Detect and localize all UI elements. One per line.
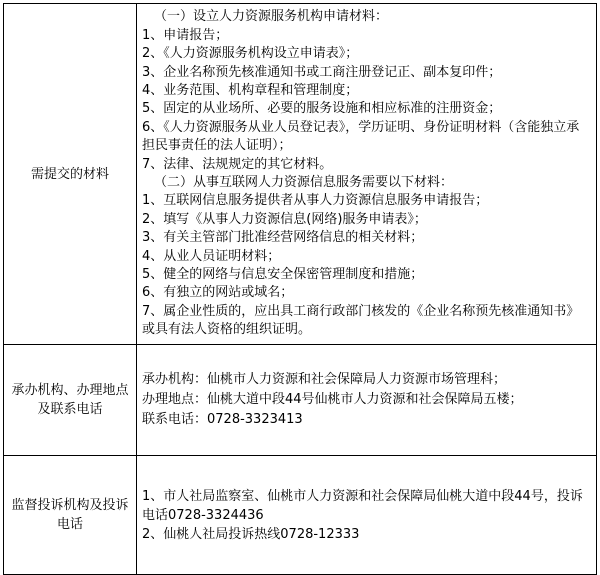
required-materials-content [137, 4, 597, 345]
service-info-table [3, 3, 597, 575]
table-row-required-materials [4, 4, 597, 345]
table-row-agency-contact [4, 345, 597, 456]
list-item: 4、业务范围、机构章程和管理制度； [142, 82, 359, 98]
list-item: 1、申请报告； [142, 27, 229, 43]
list-item: 6、《人力资源服务从业人员登记表》，学历证明、身份证明材料（含能独立承担民事责任的法人证明）； [142, 119, 580, 154]
section-title-establish-agency: （一）设立人力资源服务机构申请材料： [154, 9, 389, 25]
complaint-item: 2、仙桃人社局投诉热线0728-12333 [142, 526, 360, 542]
list-item: 7、属企业性质的，应出具工商行政部门核发的《企业名称预先核准通知书》或具有法人资格的组织证明。 [142, 303, 580, 338]
contact-phone: 联系电话：0728-3323413 [142, 412, 303, 427]
section-title-internet-service: （二）从事互联网人力资源信息服务需要以下材料： [154, 175, 454, 190]
complaint-content [137, 456, 597, 575]
row-label-required-materials: 需提交的材料 [4, 4, 137, 345]
list-item: 3、企业名称预先核准通知书或工商注册登记正、副本复印件； [142, 64, 502, 80]
list-item: 3、有关主管部门批准经营网络信息的相关材料； [142, 230, 424, 246]
list-item: 2、填写《从事人力资源信息(网络)服务申请表》； [142, 211, 427, 227]
list-item: 1、互联网信息服务提供者从事人力资源信息服务申请报告； [142, 193, 489, 209]
table-row-complaint [4, 456, 597, 575]
list-item: 4、从业人员证明材料； [142, 248, 281, 264]
list-item: 2、《人力资源服务机构设立申请表》； [142, 46, 359, 62]
row-label-agency-contact: 承办机构、办理地点及联系电话 [4, 345, 137, 456]
office-address: 办理地点：仙桃大道中段44号仙桃市人力资源和社会保障局五楼； [142, 392, 523, 407]
complaint-item: 1、市人社局监察室、仙桃市人力资源和社会保障局仙桃大道中段44号，投诉电话0728-3324436 [142, 488, 583, 523]
agency-contact-content [137, 345, 597, 456]
row-label-complaint: 监督投诉机构及投诉电话 [4, 456, 137, 575]
list-item: 5、固定的从业场所、必要的服务设施和相应标准的注册资金； [142, 101, 502, 117]
list-item: 6、有独立的网站或域名； [142, 285, 294, 301]
list-item: 5、健全的网络与信息安全保密管理制度和措施； [142, 267, 424, 283]
agency-name: 承办机构：仙桃市人力资源和社会保障局人力资源市场管理科； [142, 372, 507, 387]
list-item: 7、法律、法规规定的其它材料。 [142, 156, 333, 172]
